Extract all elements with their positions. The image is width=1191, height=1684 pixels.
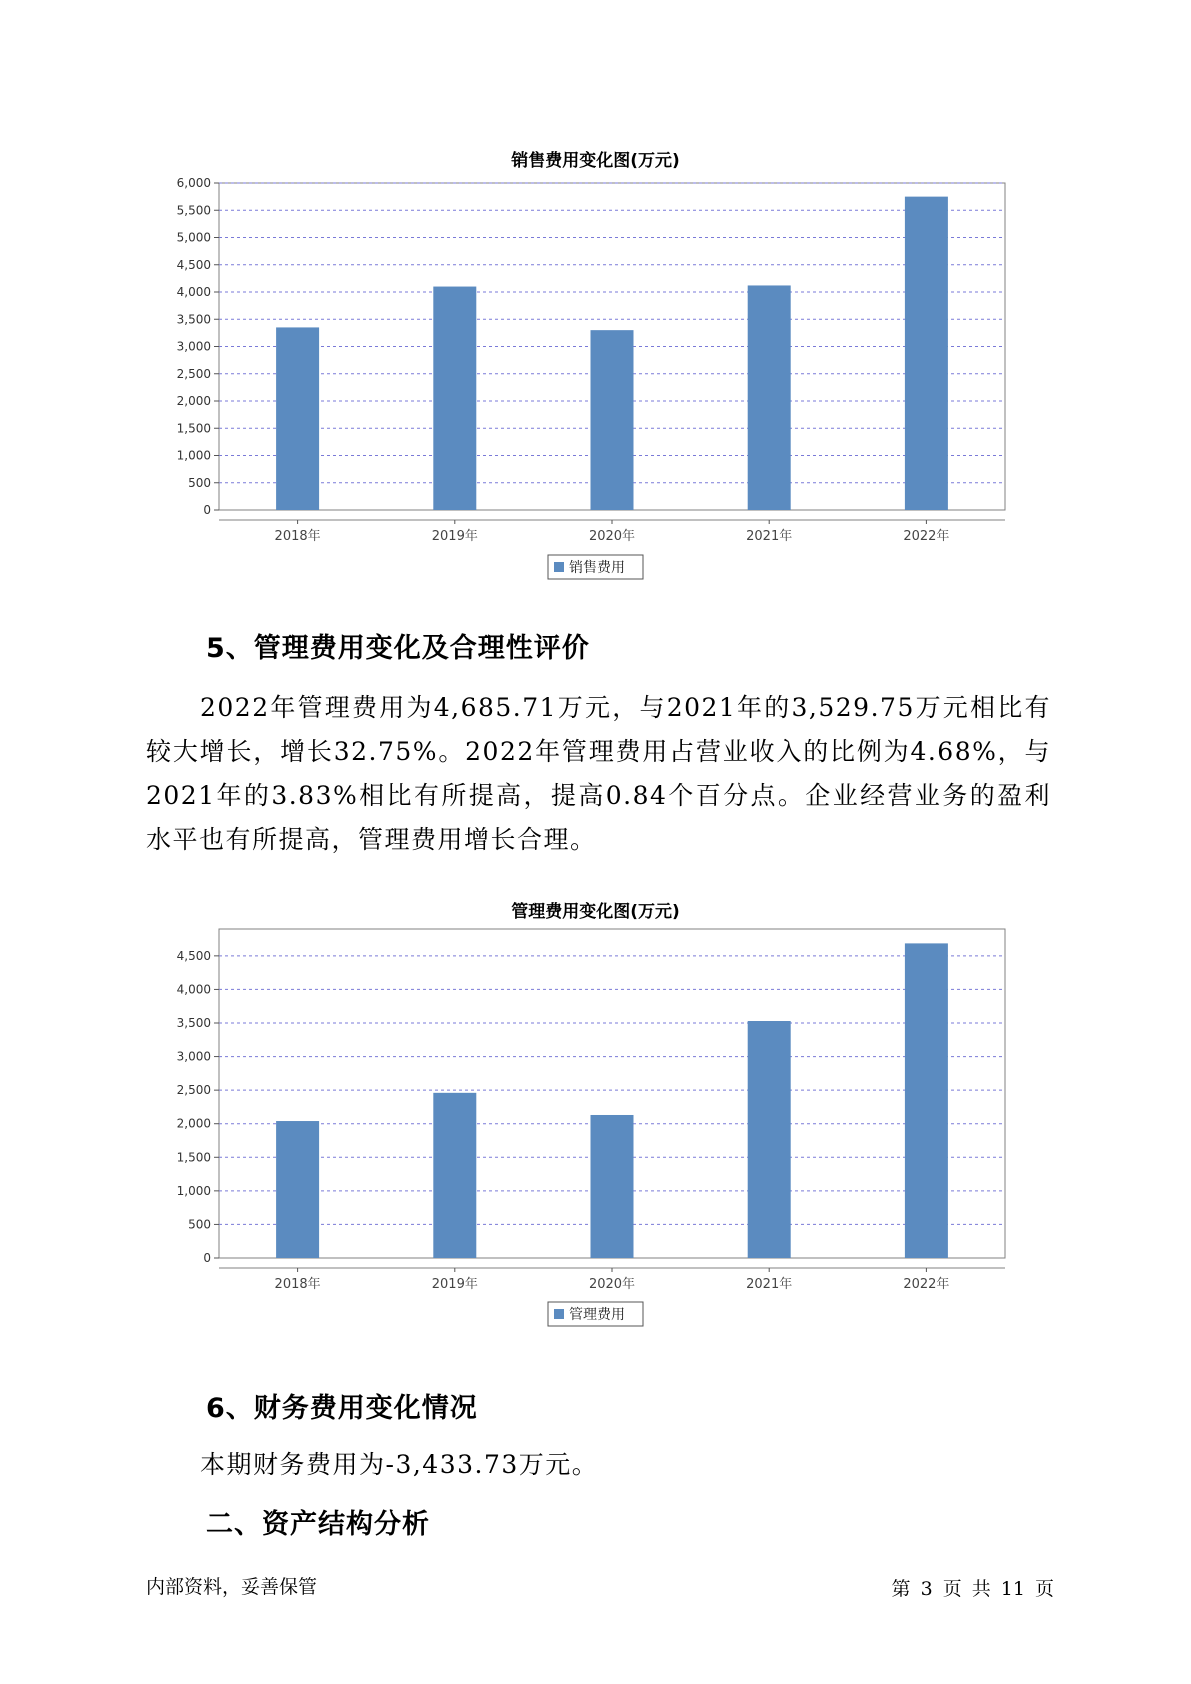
bar — [591, 1115, 634, 1258]
legend-swatch — [554, 1309, 564, 1319]
chart-title-admin: 管理费用变化图(万元) — [511, 902, 680, 922]
y-tick-label: 1,000 — [176, 1183, 211, 1198]
section-6-heading: 6、财务费用变化情况 — [206, 1393, 478, 1424]
y-tick-label: 6,000 — [176, 176, 211, 190]
section-5-paragraph: 2022年管理费用为4,685.71万元，与2021年的3,529.75万元相比有较大增长，增长32.75%。2022年管理费用占营业收入的比例为4.68%，与2021年的3.83%相比有所提高，提高0.84个百分点。企业经营业务的盈利水平也有所提高，管理费用增长合理。 — [146, 693, 1051, 854]
x-tick-label: 2021年 — [746, 1277, 793, 1292]
x-tick-label: 2021年 — [746, 529, 793, 544]
x-tick-label: 2022年 — [903, 529, 950, 544]
y-tick-label: 3,000 — [176, 339, 211, 354]
section-6-paragraph: 本期财务费用为-3,433.73万元。 — [200, 1450, 599, 1479]
bar — [905, 943, 948, 1258]
x-tick-label: 2022年 — [903, 1277, 950, 1292]
y-tick-label: 1,500 — [176, 421, 211, 436]
y-tick-label: 2,500 — [176, 1083, 211, 1098]
legend-label: 销售费用 — [569, 560, 625, 576]
y-tick-label: 2,000 — [176, 394, 211, 408]
y-tick-label: 5,500 — [176, 203, 211, 218]
y-tick-label: 1,500 — [176, 1150, 211, 1165]
x-tick-label: 2020年 — [588, 1277, 636, 1292]
x-tick-label: 2018年 — [274, 1277, 321, 1292]
x-tick-label: 2020年 — [588, 529, 636, 544]
y-tick-label: 4,500 — [176, 948, 211, 963]
bar — [748, 1021, 791, 1258]
y-tick-label: 0 — [203, 1251, 211, 1265]
y-tick-label: 1,000 — [176, 448, 211, 463]
y-tick-label: 5,000 — [176, 230, 211, 245]
y-tick-label: 2,500 — [176, 366, 211, 381]
section-5-heading: 5、管理费用变化及合理性评价 — [206, 633, 590, 664]
bar — [276, 1121, 319, 1258]
y-tick-label: 4,500 — [176, 257, 211, 272]
y-tick-label: 2,000 — [176, 1116, 211, 1131]
y-tick-label: 500 — [188, 475, 211, 490]
x-tick-label: 2019年 — [431, 529, 478, 544]
x-tick-label: 2018年 — [274, 529, 321, 544]
y-tick-label: 3,500 — [176, 312, 211, 327]
footer-page-number: 第 3 页 共 11 页 — [891, 1578, 1054, 1600]
x-tick-label: 2019年 — [431, 1277, 478, 1292]
y-tick-label: 500 — [188, 1217, 211, 1232]
chart-title-sales: 销售费用变化图(万元) — [511, 151, 680, 171]
footer-confidential-note: 内部资料，妥善保管 — [146, 1576, 318, 1598]
y-tick-label: 4,000 — [176, 285, 211, 299]
y-tick-label: 4,000 — [176, 982, 211, 997]
bar — [433, 1093, 476, 1258]
part-2-heading: 二、资产结构分析 — [206, 1509, 430, 1540]
y-tick-label: 3,500 — [176, 1016, 211, 1030]
legend-label: 管理费用 — [569, 1307, 625, 1323]
y-tick-label: 0 — [203, 503, 211, 517]
y-tick-label: 3,000 — [176, 1049, 211, 1064]
